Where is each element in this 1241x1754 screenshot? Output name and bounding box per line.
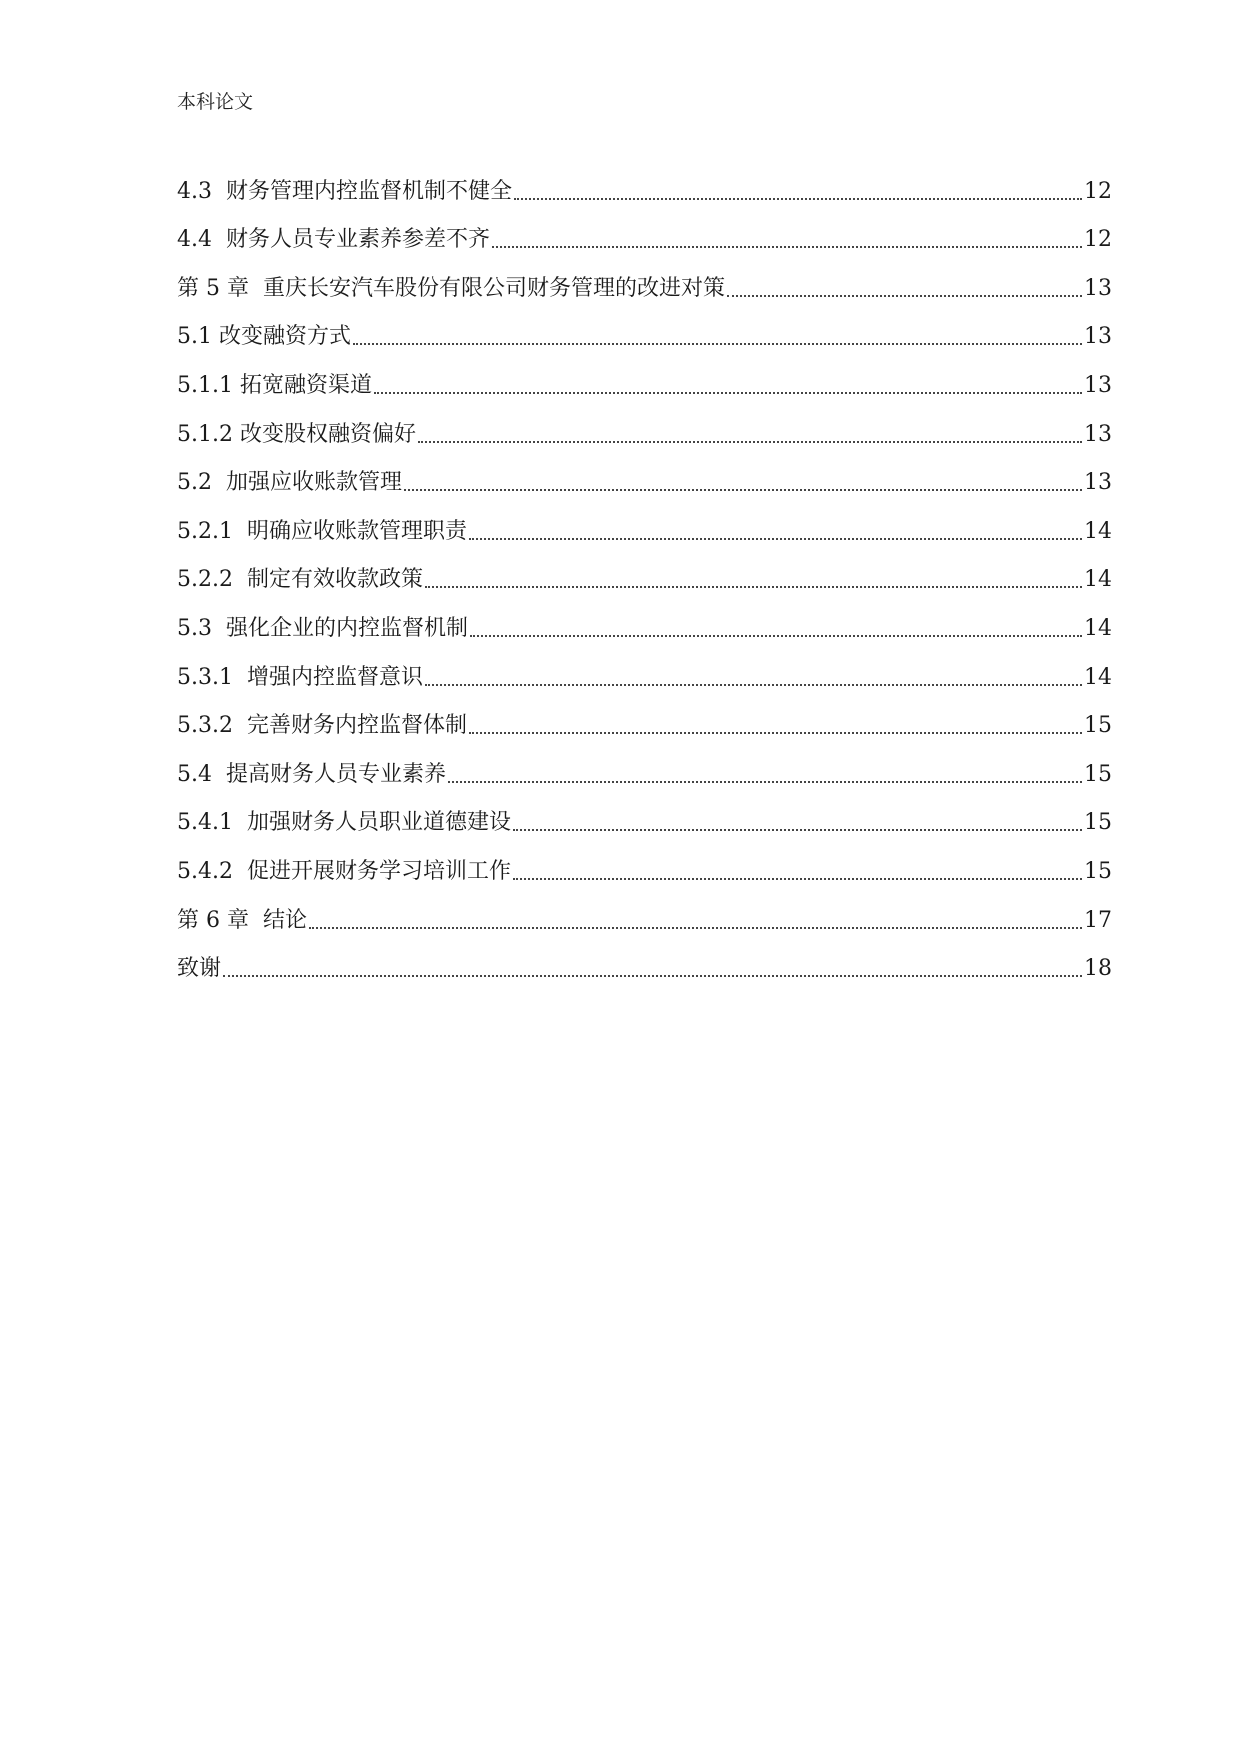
dot-leader xyxy=(309,927,1082,929)
toc-entry xyxy=(177,593,1112,642)
dot-leader xyxy=(514,198,1082,200)
toc-entry-page: 13 xyxy=(1084,275,1112,301)
toc-entry-title: 5.2.1 明确应收账款管理职责 xyxy=(177,518,467,544)
dot-leader xyxy=(469,538,1082,540)
dot-leader xyxy=(448,781,1082,783)
toc-entry xyxy=(177,205,1112,254)
dot-leader xyxy=(425,684,1082,686)
table-of-contents xyxy=(177,156,1112,982)
dot-leader xyxy=(470,635,1082,637)
toc-entry xyxy=(177,788,1112,837)
toc-entry-page: 14 xyxy=(1084,567,1112,593)
running-header: 本科论文 xyxy=(177,91,254,113)
toc-entry-page: 14 xyxy=(1084,615,1112,641)
toc-entry-title: 5.3.1 增强内控监督意识 xyxy=(177,664,423,690)
toc-entry-page: 14 xyxy=(1084,518,1112,544)
toc-entry-title: 5.1.1 拓宽融资渠道 xyxy=(177,372,372,398)
toc-entry-title: 5.4.1 加强财务人员职业道德建设 xyxy=(177,810,511,836)
toc-entry xyxy=(177,739,1112,788)
toc-entry-page: 15 xyxy=(1084,761,1112,787)
toc-entry-page: 18 xyxy=(1084,956,1112,982)
toc-entry-title: 5.4.2 促进开展财务学习培训工作 xyxy=(177,858,511,884)
toc-entry-page: 14 xyxy=(1084,664,1112,690)
toc-entry xyxy=(177,156,1112,205)
toc-entry-title: 5.1.2 改变股权融资偏好 xyxy=(177,421,416,447)
toc-entry-title: 5.3 强化企业的内控监督机制 xyxy=(177,615,468,641)
toc-entry-page: 13 xyxy=(1084,324,1112,350)
toc-entry-page: 15 xyxy=(1084,713,1112,739)
toc-entry xyxy=(177,885,1112,934)
toc-entry-title: 5.2 加强应收账款管理 xyxy=(177,470,402,496)
dot-leader xyxy=(492,246,1082,248)
dot-leader xyxy=(425,586,1082,588)
dot-leader xyxy=(353,343,1082,345)
toc-entry xyxy=(177,496,1112,545)
dot-leader xyxy=(418,441,1082,443)
toc-entry-title: 5.3.2 完善财务内控监督体制 xyxy=(177,713,467,739)
toc-entry-title: 5.4 提高财务人员专业素养 xyxy=(177,761,446,787)
toc-entry xyxy=(177,642,1112,691)
toc-entry-page: 17 xyxy=(1084,907,1112,933)
dot-leader xyxy=(513,829,1082,831)
toc-entry xyxy=(177,691,1112,740)
dot-leader xyxy=(374,392,1082,394)
toc-entry-page: 13 xyxy=(1084,421,1112,447)
toc-entry xyxy=(177,934,1112,983)
toc-entry-title: 4.4 财务人员专业素养参差不齐 xyxy=(177,227,490,253)
toc-entry-title: 第 6 章 结论 xyxy=(177,907,307,933)
toc-entry xyxy=(177,253,1112,302)
toc-entry xyxy=(177,448,1112,497)
toc-entry xyxy=(177,836,1112,885)
dot-leader xyxy=(404,489,1082,491)
toc-entry-page: 15 xyxy=(1084,858,1112,884)
toc-entry-title: 4.3 财务管理内控监督机制不健全 xyxy=(177,178,512,204)
dot-leader xyxy=(727,295,1082,297)
dot-leader xyxy=(223,975,1082,977)
toc-entry xyxy=(177,350,1112,399)
toc-entry xyxy=(177,302,1112,351)
dot-leader xyxy=(513,878,1082,880)
dot-leader xyxy=(469,732,1082,734)
toc-entry-title: 5.2.2 制定有效收款政策 xyxy=(177,567,423,593)
toc-entry-title: 第 5 章 重庆长安汽车股份有限公司财务管理的改进对策 xyxy=(177,275,725,301)
toc-entry-page: 15 xyxy=(1084,810,1112,836)
toc-entry-page: 13 xyxy=(1084,470,1112,496)
toc-entry xyxy=(177,399,1112,448)
toc-entry-page: 12 xyxy=(1084,178,1112,204)
toc-entry-title: 致谢 xyxy=(177,956,222,982)
toc-entry-page: 12 xyxy=(1084,227,1112,253)
toc-entry xyxy=(177,545,1112,594)
toc-entry-page: 13 xyxy=(1084,372,1112,398)
toc-entry-title: 5.1 改变融资方式 xyxy=(177,324,351,350)
